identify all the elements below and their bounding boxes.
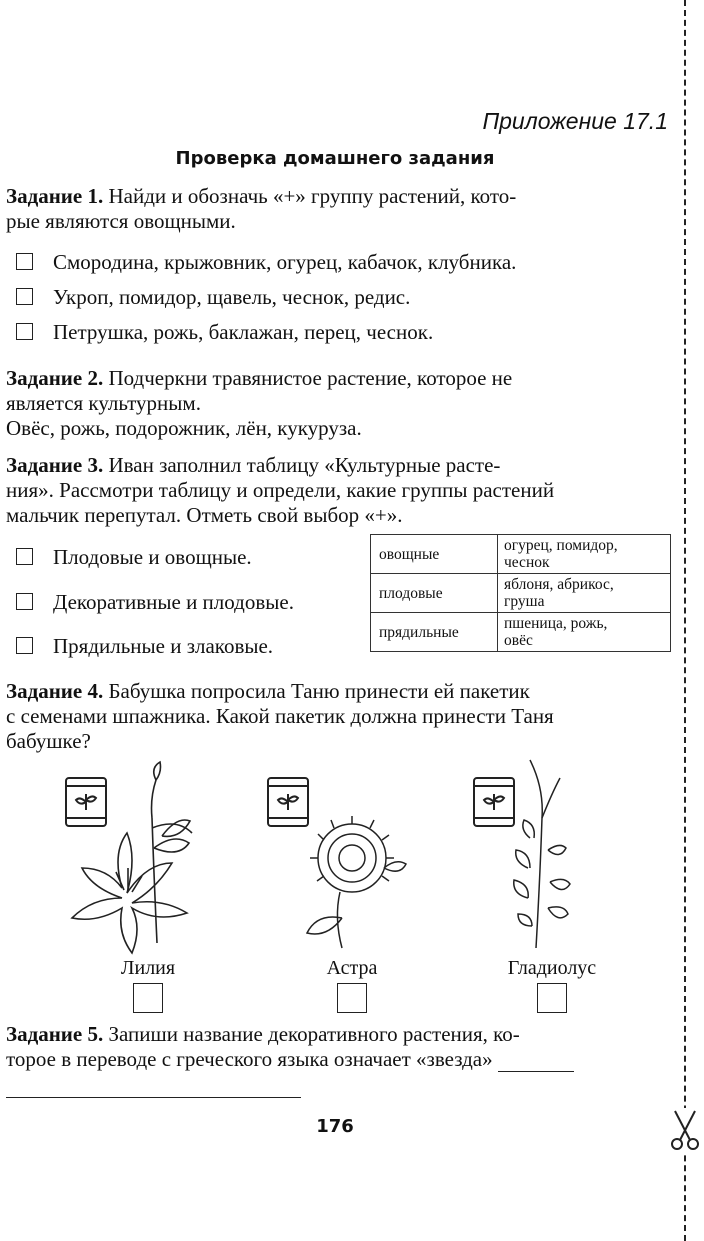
appendix-label: Приложение 17.1 bbox=[482, 108, 668, 134]
task3-text: Задание 3. Иван заполнил таблицу «Культурные расте- ния». Рассмотри таблицу и определи, какие группы растений мальчик перепутал. Отметь свой выбор «+». bbox=[6, 453, 555, 527]
seed-packet-icon bbox=[66, 778, 106, 826]
crops-table bbox=[370, 534, 671, 652]
checkbox[interactable] bbox=[16, 323, 33, 340]
table-cell-plants: яблоня, абрикос, груша bbox=[498, 574, 671, 613]
checkbox[interactable] bbox=[16, 593, 33, 610]
task5-label: Задание 5. bbox=[6, 1022, 104, 1046]
task2-label: Задание 2. bbox=[6, 366, 104, 390]
task1-option-3[interactable]: Петрушка, рожь, баклажан, перец, чеснок. bbox=[16, 320, 433, 345]
checkbox[interactable] bbox=[16, 253, 33, 270]
answer-blank[interactable] bbox=[498, 1053, 574, 1072]
lily-illustration bbox=[62, 758, 232, 958]
task1-option-1[interactable]: Смородина, крыжовник, огурец, кабачок, клубника. bbox=[16, 250, 516, 275]
answer-box-gladiolus[interactable] bbox=[537, 983, 567, 1013]
task3-option-2[interactable]: Декоративные и плодовые. bbox=[16, 590, 294, 615]
task3-option-1[interactable]: Плодовые и овощные. bbox=[16, 545, 252, 570]
answer-line[interactable] bbox=[6, 1097, 301, 1098]
task4-text: Задание 4. Бабушка попросила Таню принести ей пакетик с семенами шпажника. Какой пакетик должна принести Таня бабушке? bbox=[6, 679, 554, 753]
seed-packet-icon bbox=[474, 778, 514, 826]
table-cell-plants: огурец, помидор, чеснок bbox=[498, 535, 671, 574]
seed-packet-icon bbox=[268, 778, 308, 826]
aster-illustration bbox=[264, 758, 424, 958]
task5-text: Задание 5. Запиши название декоративного растения, ко- торое в переводе с греческого языка означает «звезда» bbox=[6, 1022, 670, 1072]
task3-option-3[interactable]: Прядильные и злаковые. bbox=[16, 634, 273, 659]
flower-label-gladiolus: Гладиолус bbox=[507, 957, 597, 979]
table-cell-group: плодовые bbox=[371, 574, 498, 613]
flower-label-aster: Астра bbox=[326, 957, 378, 979]
task2-text: Задание 2. Подчеркни травянистое растение, которое не является культурным. Овёс, рожь, подорожник, лён, кукуруза. bbox=[6, 366, 513, 440]
checkbox[interactable] bbox=[16, 548, 33, 565]
table-cell-group: овощные bbox=[371, 535, 498, 574]
checkbox[interactable] bbox=[16, 288, 33, 305]
task4-label: Задание 4. bbox=[6, 679, 104, 703]
table-row bbox=[371, 535, 671, 574]
cut-line bbox=[684, 0, 686, 1241]
table-cell-group: прядильные bbox=[371, 613, 498, 652]
gladiolus-illustration bbox=[470, 758, 610, 958]
answer-box-aster[interactable] bbox=[337, 983, 367, 1013]
task1-text: Задание 1. Найди и обозначь «+» группу растений, кото- рые являются овощными. bbox=[6, 184, 517, 233]
flower-label-lily: Лилия bbox=[120, 957, 176, 979]
table-row bbox=[371, 613, 671, 652]
page-title: Проверка домашнего задания bbox=[175, 148, 495, 169]
task1-option-2[interactable]: Укроп, помидор, щавель, чеснок, редис. bbox=[16, 285, 410, 310]
table-cell-plants: пшеница, рожь, овёс bbox=[498, 613, 671, 652]
page-number: 176 bbox=[316, 1116, 354, 1137]
task1-label: Задание 1. bbox=[6, 184, 104, 208]
table-row bbox=[371, 574, 671, 613]
task3-label: Задание 3. bbox=[6, 453, 104, 477]
checkbox[interactable] bbox=[16, 637, 33, 654]
answer-box-lily[interactable] bbox=[133, 983, 163, 1013]
scissors-icon bbox=[668, 1108, 702, 1152]
